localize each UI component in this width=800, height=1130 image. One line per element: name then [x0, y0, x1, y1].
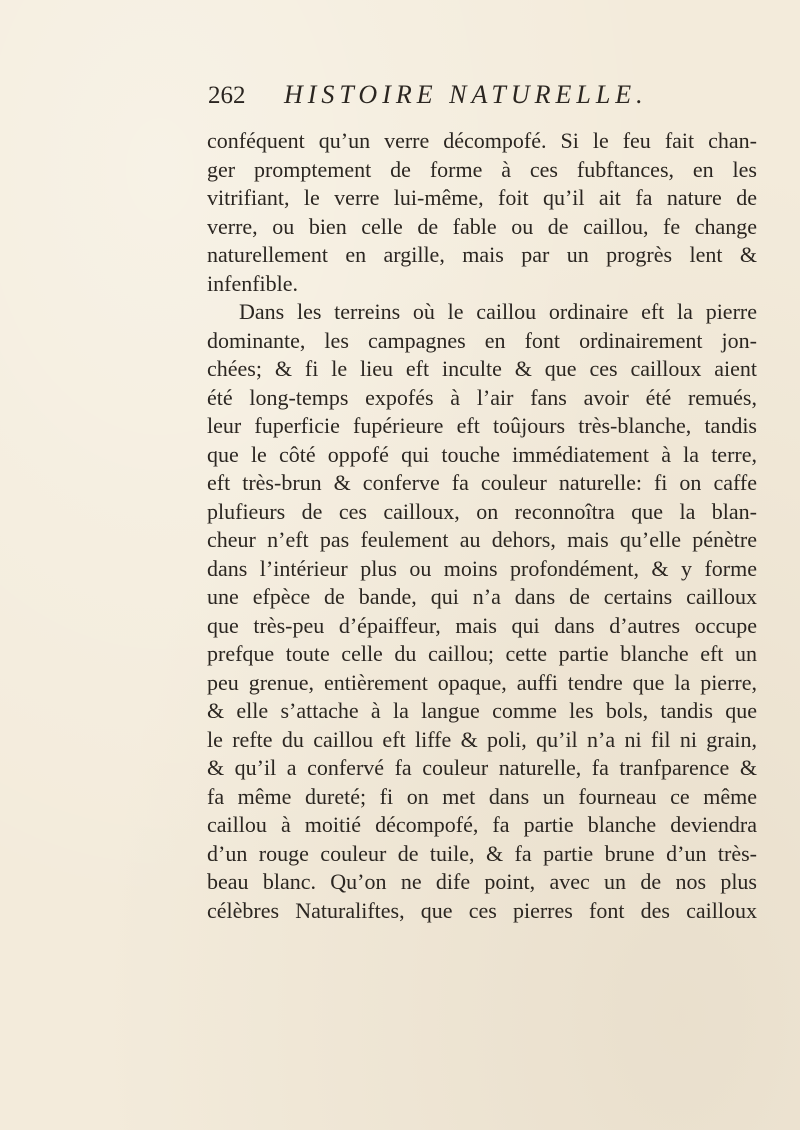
text-line: leur fuperficie fupérieure eft toûjours très-blanche, tandis: [207, 413, 757, 438]
text-line: cheur n’eft pas feulement au dehors, mais qu’elle pénètre: [207, 527, 757, 552]
text-line: beau blanc. Qu’on ne dife point, avec un de nos plus: [207, 869, 757, 894]
text-line: le refte du caillou eft liffe & poli, qu’il n’a ni fil ni grain,: [207, 726, 757, 752]
text-line: fa même dureté; fi on met dans un fourneau ce même: [207, 783, 757, 809]
text-line: que le côté oppofé qui touche immédiatement à la terre,: [207, 441, 757, 467]
text-line: ger promptement de forme à ces fubftances, en les: [207, 156, 757, 182]
text-line: chées; & fi le lieu eft inculte & que ces cailloux aient: [207, 356, 757, 381]
text-line: d’un rouge couleur de tuile, & fa partie brune d’un très-: [207, 840, 757, 866]
text-line: naturellement en argille, mais par un progrès lent &: [207, 242, 757, 267]
text-line: & elle s’attache à la langue comme les bols, tandis que: [207, 698, 757, 723]
text-line: prefque toute celle du caillou; cette partie blanche eft un: [207, 641, 757, 666]
text-line: conféquent qu’un verre décompofé. Si le feu fait chan-: [207, 128, 757, 153]
text-line: que très-peu d’épaiffeur, mais qui dans d’autres occupe: [207, 612, 757, 638]
body-text: [207, 127, 757, 925]
text-line: plufieurs de ces cailloux, on reconnoîtra que la blan-: [207, 498, 757, 524]
text-line: & qu’il a confervé fa couleur naturelle, fa tranfparence &: [207, 755, 757, 780]
text-line: dans l’intérieur plus ou moins profondément, & y forme: [207, 555, 757, 581]
text-line: verre, ou bien celle de fable ou de caillou, fe change: [207, 213, 757, 239]
text-line: caillou à moitié décompofé, fa partie blanche deviendra: [207, 812, 757, 837]
page-number: 262: [208, 82, 246, 109]
running-head: [208, 80, 648, 120]
paragraph-start-line: Dans les terreins où le caillou ordinaire eft la pierre: [239, 299, 757, 324]
running-title: HISTOIRE NATURELLE.: [284, 80, 648, 109]
text-line: peu grenue, entièrement opaque, auffi tendre que la pierre,: [207, 669, 757, 695]
text-line: célèbres Naturaliftes, que ces pierres font des cailloux: [207, 897, 757, 923]
text-line: été long-temps expofés à l’air fans avoir été remués,: [207, 384, 757, 410]
text-line: une efpèce de bande, qui n’a dans de certains cailloux: [207, 584, 757, 609]
text-line: infenfible.: [207, 270, 299, 296]
text-line: eft très-brun & conferve fa couleur naturelle: fi on caffe: [207, 470, 757, 495]
text-line: vitrifiant, le verre lui-même, foit qu’il ait fa nature de: [207, 185, 757, 210]
text-line: dominante, les campagnes en font ordinairement jon-: [207, 327, 757, 353]
